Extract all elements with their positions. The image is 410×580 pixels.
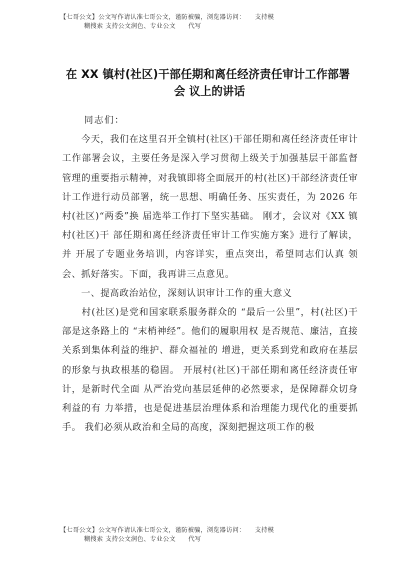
document-title [58,66,358,100]
footer-note-line2: 糊搜索 支持公文润色、专业公文 代写 [84,536,202,543]
document-title-line2: 会 议上的讲话 [174,85,246,98]
paragraph: 村(社区)是党和国家联系服务群众的 “最后一公里”，村(社区)干部是这条路上的 “末梢神经”。他们的履职用权 是否规范、廉洁，直接关系到集体利益的维护、群众福祉的 增进，更关系到党和政府在基层的形象与执政根基的稳固。 开展村(社区)干部任期和离任经济责任审计，是新时代全面 从严治党向基层延伸的必然要求，是保障群众切身利益的有 力举措，也是促进基层治理体系和治理能力现代化的重要抓 手。 我们必须从政治和全局的高度，深刻把握这项工作的极 [62,307,358,434]
body-text [62,111,358,437]
document-title-line1: 在 XX 镇村(社区)干部任期和离任经济责任审计工作部署 [65,68,351,81]
header-note-line1: 【七哥公文】公文写作请认准七哥公文，谨防被骗，浏览器访问： 支持模 [60,14,275,21]
salutation: 同志们： [84,115,125,126]
header-note-line2: 糊搜索 支持公文润色、专业公文 代写 [84,23,202,30]
footer-note-line1: 【七哥公文】公文写作请认准七哥公文，谨防被骗，浏览器访问： 支持模 [60,527,275,534]
footer-note [60,526,360,544]
section-heading: 一、提高政治站位，深刻认识审计工作的重大意义 [62,287,293,299]
header-note [60,13,360,31]
salutation-spacer [62,111,358,130]
paragraph: 今天，我们在这里召开全镇村(社区)干部任期和离任经济责任审计工作部署会议，主要任务是深入学习贯彻上级关于加强基层干部监督管理的重要指示精神，对我镇即将全面展开的村(社区)干部经济责任审计工作进行动员部署，统一思想、明确任务、压实责任，为 2026 年村(社区)“两委”换 届选举工作打下坚实基础。 刚才，会议对《XX 镇村(社区)干 部任期和离任经济责任审计工作实施方案》进行了解读，并 开展了专题业务培训，内容详实，重点突出，希望同志们认真 领会、抓好落实。下面，我再讲三点意见。 [62,134,358,280]
